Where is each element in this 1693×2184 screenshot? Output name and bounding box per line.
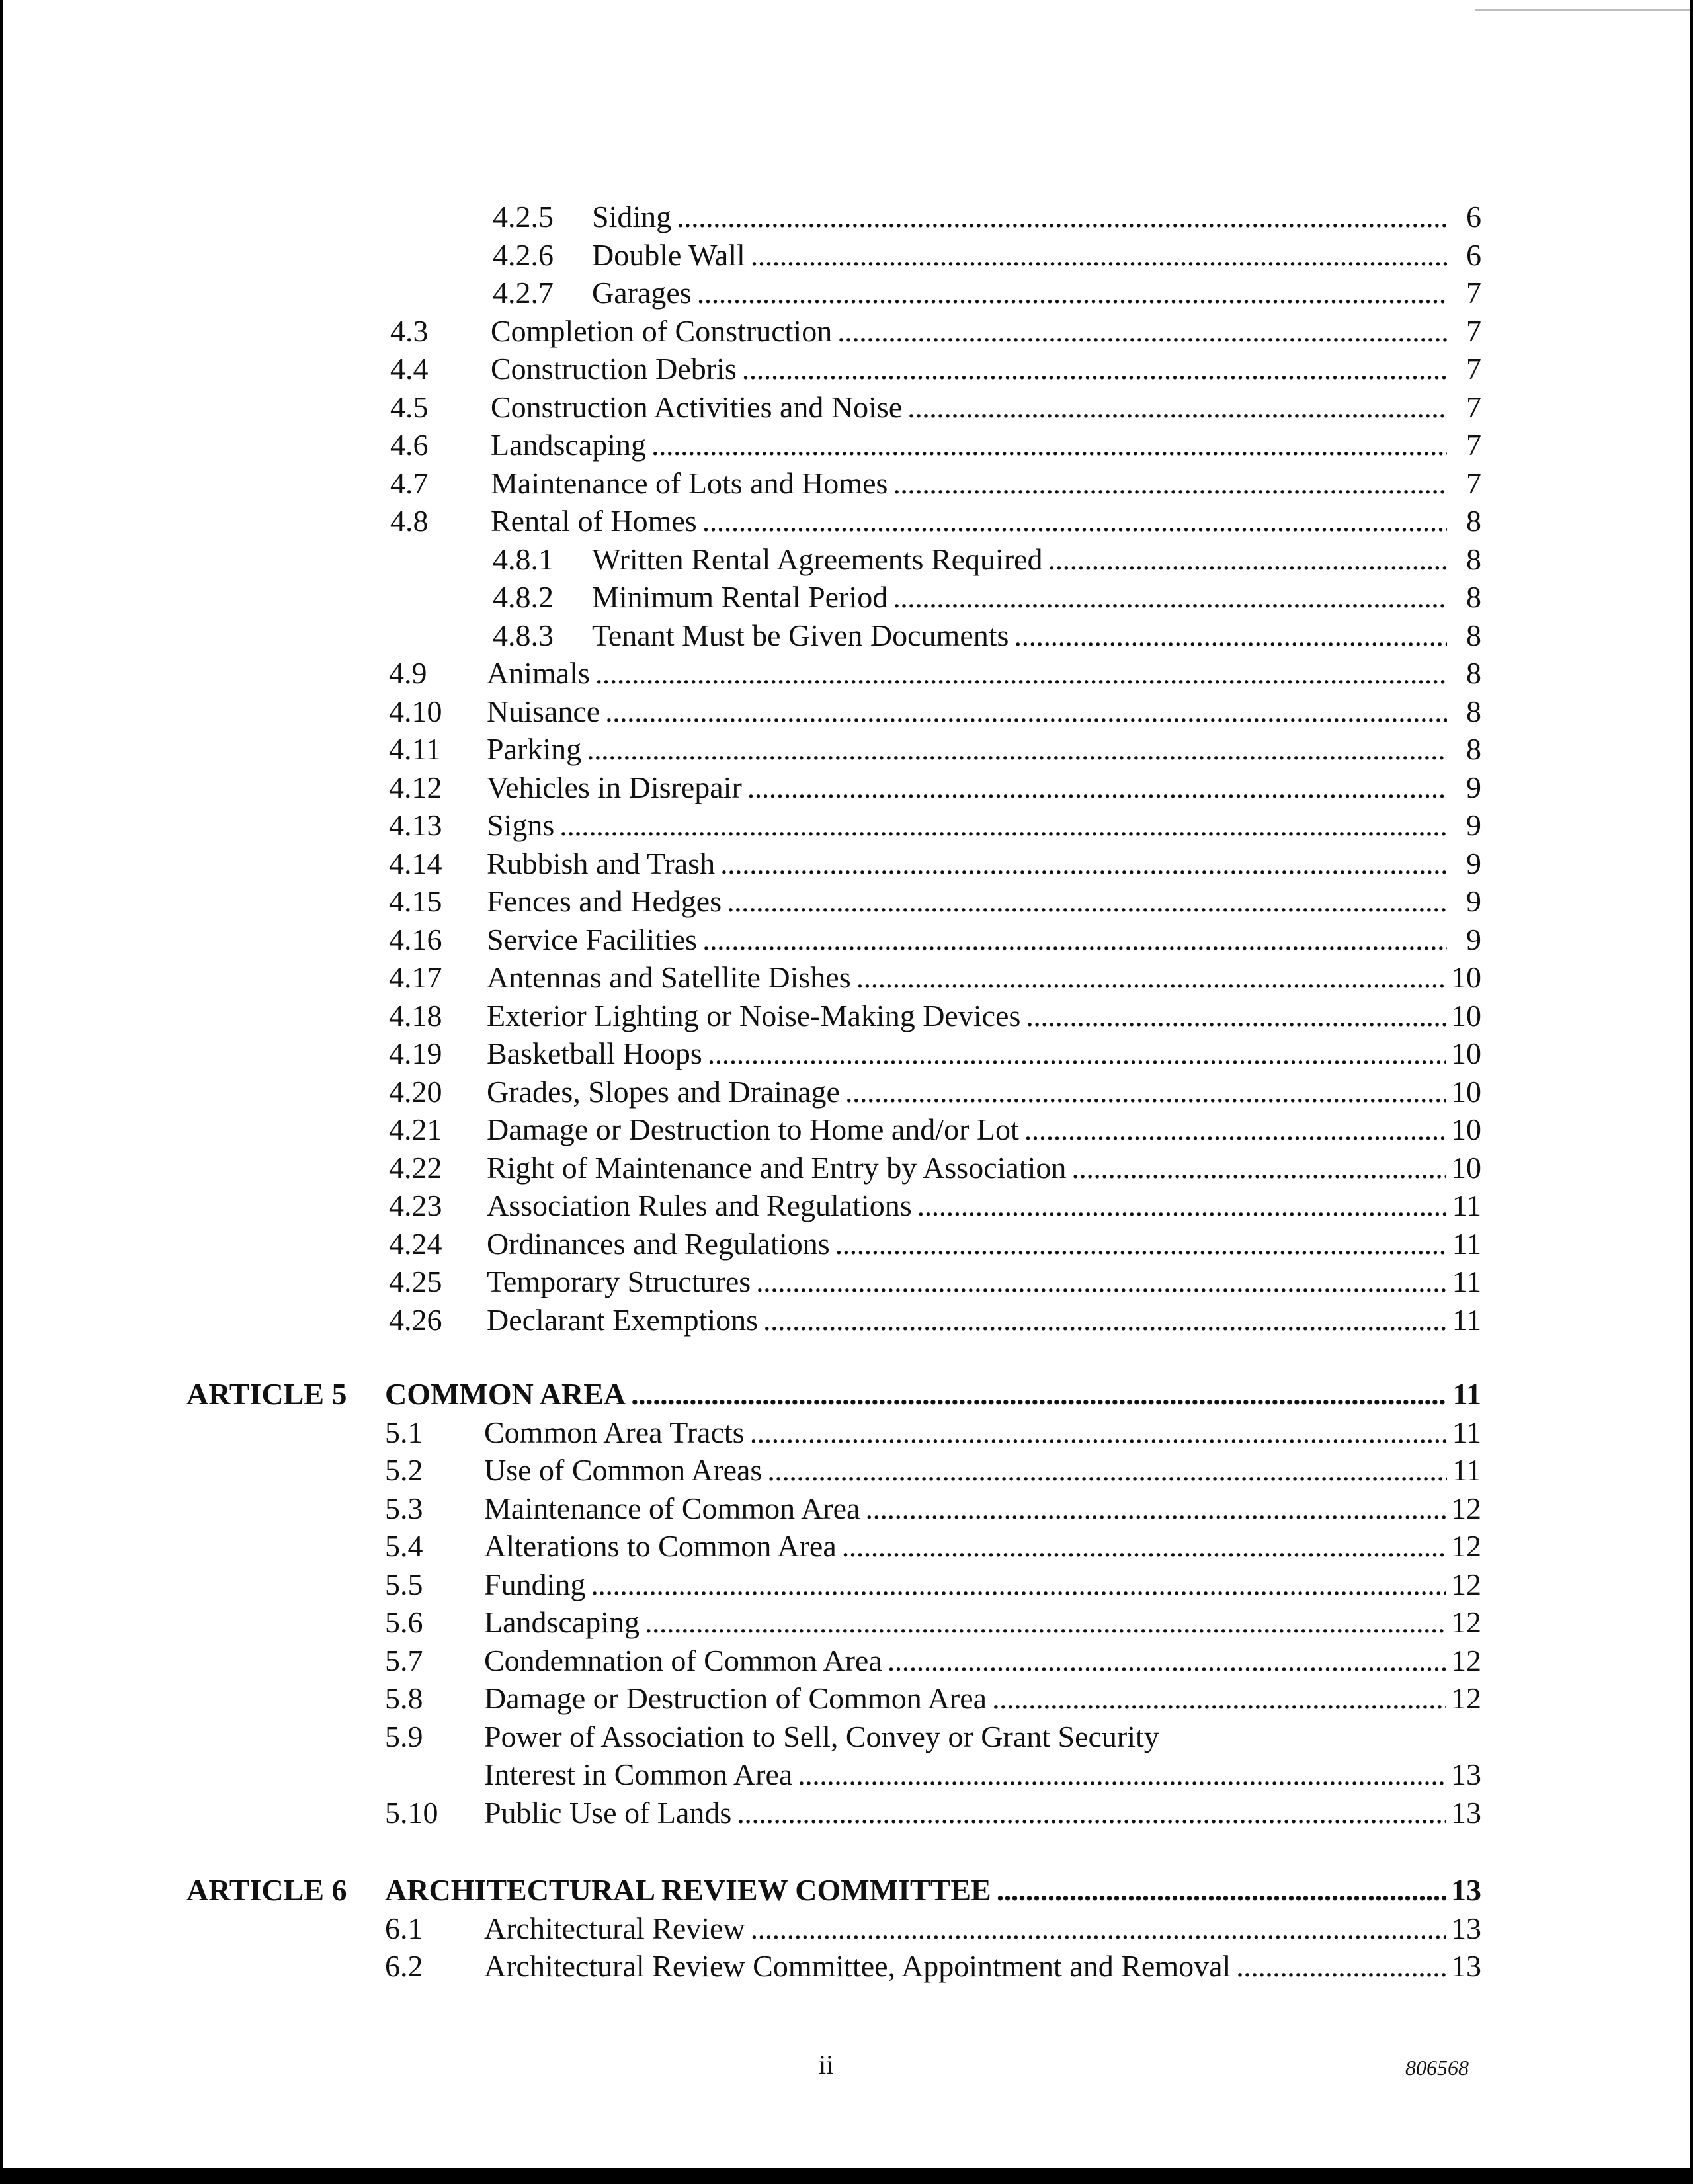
entry-page-number: 13 [1451,1757,1481,1791]
toc-entry[interactable] [389,731,1481,768]
toc-entry[interactable] [390,427,1481,464]
entry-title: Ordinances and Regulations [487,1226,830,1261]
entry-page-number: 10 [1451,1036,1481,1070]
toc-entry[interactable] [385,1604,1481,1641]
entry-number: 4.10 [389,694,442,728]
entry-number: 4.26 [389,1302,442,1337]
entry-title: Damage or Destruction of Common Area [484,1681,987,1715]
entry-page-number: 12 [1451,1643,1481,1677]
entry-page-number: 12 [1451,1529,1481,1563]
entry-title: Funding [484,1567,586,1601]
dot-leader [708,1035,1446,1072]
entry-number: 4.9 [389,656,427,690]
toc-entry[interactable] [389,1226,1481,1263]
entry-title: Minimum Rental Period [592,580,888,614]
entry-number: 5.5 [385,1567,423,1601]
entry-title: Animals [487,656,590,690]
entry-page-number: 10 [1451,960,1481,994]
entry-title: Construction Activities and Noise [491,390,903,424]
entry-title: Damage or Destruction to Home and/or Lot [487,1113,1019,1146]
entry-page-number: 7 [1466,276,1481,310]
entry-title: Service Facilities [487,922,698,956]
entry-title: Public Use of Lands [484,1795,732,1829]
entry-title: Association Rules and Regulations [487,1189,912,1222]
dot-leader [917,1187,1447,1224]
entry-number: 6.2 [385,1949,423,1983]
entry-number: 4.4 [390,352,429,386]
entry-number: 5.4 [385,1529,423,1563]
entry-page-number: 12 [1451,1605,1481,1639]
toc-subentry[interactable] [493,198,1481,235]
entry-title: Vehicles in Disrepair [487,770,742,804]
entry-title: Grades, Slopes and Drainage [487,1074,840,1109]
entry-number: 4.13 [389,808,442,842]
entry-page-number: 9 [1466,846,1481,880]
entry-number: 4.2.6 [493,237,554,272]
entry-title: Right of Maintenance and Entry by Association [487,1150,1067,1185]
scan-border-left [0,0,3,2169]
entry-page-number: 9 [1466,770,1481,804]
dot-leader [595,655,1447,692]
entry-title: Architectural Review Committee, Appointment and Removal [484,1949,1231,1983]
entry-page-number: 11 [1452,1226,1481,1261]
toc-entry[interactable] [389,1263,1481,1300]
entry-number: 4.8.1 [493,542,554,576]
dot-leader [645,1604,1446,1641]
entry-title: Temporary Structures [487,1265,751,1298]
entry-number: 4.8.2 [493,580,554,614]
entry-title: Basketball Hoops [487,1036,702,1070]
toc-entry[interactable] [389,997,1481,1034]
entry-page-number: 10 [1451,1150,1481,1185]
entry-title: Interest in Common Area [484,1757,793,1791]
entry-title: Garages [592,276,692,310]
toc-subentry[interactable] [493,237,1481,274]
entry-title: Written Rental Agreements Required [592,542,1043,576]
toc-article-heading[interactable] [186,1872,1481,1909]
entry-title: Rental of Homes [491,504,697,538]
entry-page-number: 8 [1466,656,1481,690]
entry-page-number: 8 [1466,580,1481,614]
footer-page-number: ii [819,2050,834,2079]
entry-title: Alterations to Common Area [484,1529,837,1563]
toc-entry[interactable] [385,1680,1481,1717]
entry-title: ARCHITECTURAL REVIEW COMMITTEE [385,1873,991,1907]
toc-entry[interactable] [389,1150,1481,1187]
dot-leader [751,237,1447,274]
dot-leader [651,427,1447,464]
toc-entry[interactable] [389,693,1481,730]
entry-number: ARTICLE 5 [186,1377,347,1411]
toc-entry[interactable] [390,313,1481,350]
toc-entry[interactable] [385,1490,1481,1527]
entry-page-number: 10 [1451,1113,1481,1146]
entry-number: 4.8 [390,504,429,538]
entry-page-number: 10 [1451,1074,1481,1109]
dot-leader [835,1226,1447,1263]
toc-entry[interactable] [389,769,1481,806]
entry-number: 5.9 [385,1719,423,1753]
entry-title: Condemnation of Common Area [484,1643,882,1677]
toc-entry[interactable] [385,1910,1481,1947]
dot-leader [605,693,1447,730]
dot-leader [727,883,1447,920]
toc-entry-first-line[interactable] [385,1718,1159,1755]
toc-entry[interactable] [385,1452,1481,1489]
entry-number: 4.7 [390,466,429,500]
entry-number: 4.3 [390,314,429,348]
entry-page-number: 8 [1466,694,1481,728]
entry-number: 4.23 [389,1189,442,1222]
dot-leader [751,1910,1446,1947]
toc-entry[interactable] [389,1073,1481,1111]
toc-subentry[interactable] [493,541,1481,578]
entry-page-number: 6 [1466,200,1481,233]
toc-entry[interactable] [385,1642,1481,1679]
dot-leader [677,198,1447,235]
entry-page-number: 8 [1466,732,1481,766]
toc-entry[interactable] [389,959,1481,996]
toc-entry[interactable] [385,1948,1481,1985]
entry-title: Common Area Tracts [484,1415,745,1449]
entry-title: COMMON AREA [385,1377,626,1411]
toc-entry[interactable] [389,883,1481,920]
entry-title: Architectural Review [484,1911,745,1945]
entry-page-number: 12 [1451,1491,1481,1525]
dot-leader [702,921,1447,958]
entry-page-number: 9 [1466,808,1481,842]
dot-leader [856,959,1446,996]
dot-leader [747,769,1447,806]
entry-title: Exterior Lighting or Noise-Making Devices [487,998,1021,1032]
dot-leader [702,503,1447,540]
entry-number: 4.12 [389,770,442,804]
entry-number: 5.2 [385,1453,423,1487]
toc-article-heading[interactable] [186,1376,1481,1413]
dot-leader [737,1794,1446,1831]
toc-entry[interactable] [385,1794,1481,1831]
entry-page-number: 10 [1451,998,1481,1032]
entry-title: Maintenance of Lots and Homes [491,466,888,500]
dot-leader [750,1414,1447,1451]
dot-leader [591,1566,1446,1603]
scan-border-bottom [0,2168,1693,2184]
toc-entry[interactable] [390,389,1481,426]
entry-page-number: 11 [1452,1189,1481,1222]
toc-entry[interactable] [390,465,1481,502]
entry-title: Declarant Exemptions [487,1302,759,1337]
entry-number: 4.18 [389,998,442,1032]
entry-page-number: 9 [1466,922,1481,956]
dot-leader [559,807,1447,844]
dot-leader [907,389,1447,426]
entry-number: 5.3 [385,1491,423,1525]
entry-number: 4.20 [389,1074,442,1109]
entry-title: Tenant Must be Given Documents [592,618,1009,652]
entry-page-number: 11 [1452,1453,1481,1487]
dot-leader [845,1073,1446,1111]
dot-leader [798,1756,1446,1793]
entry-page-number: 6 [1466,237,1481,272]
toc-subentry[interactable] [493,579,1481,616]
entry-number: 4.8.3 [493,618,554,652]
entry-title: Signs [487,808,555,842]
dot-leader [742,351,1447,388]
scan-border-right [1690,0,1693,2169]
entry-title: Parking [487,732,582,766]
toc-entry[interactable] [389,1302,1481,1339]
entry-title: Maintenance of Common Area [484,1491,860,1525]
toc-entry[interactable] [385,1528,1481,1565]
toc-entry[interactable] [389,921,1481,958]
dot-leader [893,465,1447,502]
entry-page-number: 8 [1466,504,1481,538]
entry-page-number: 13 [1451,1873,1481,1907]
dot-leader [1236,1948,1446,1985]
entry-page-number: 12 [1451,1681,1481,1715]
dot-leader [893,579,1447,616]
dot-leader [720,845,1447,882]
entry-number: 4.24 [389,1226,442,1261]
entry-number: ARTICLE 6 [186,1873,347,1907]
dot-leader [1048,541,1447,578]
dot-leader [842,1528,1446,1565]
toc-entry[interactable] [389,807,1481,844]
entry-page-number: 13 [1451,1949,1481,1983]
dot-leader [631,1376,1447,1413]
entry-number: 4.14 [389,846,442,880]
toc-entry[interactable] [389,845,1481,882]
entry-number: 4.21 [389,1113,442,1146]
toc-entry[interactable] [385,1414,1481,1451]
scan-corner-line [1475,9,1693,11]
toc-subentry[interactable] [493,274,1481,312]
entry-number: 5.6 [385,1605,423,1639]
entry-number: 4.16 [389,922,442,956]
entry-number: 5.7 [385,1643,423,1677]
entry-title: Siding [592,200,672,233]
entry-number: 4.15 [389,884,442,918]
entry-title: Use of Common Areas [484,1453,763,1487]
dot-leader [697,274,1447,312]
entry-title: Completion of Construction [491,314,833,348]
dot-leader [865,1490,1446,1527]
toc-entry[interactable] [389,1035,1481,1072]
entry-number: 4.11 [389,732,441,766]
entry-number: 4.6 [390,428,429,462]
entry-page-number: 13 [1451,1911,1481,1945]
entry-title: Double Wall [592,237,745,272]
entry-page-number: 7 [1466,390,1481,424]
entry-title: Nuisance [487,694,600,728]
entry-page-number: 9 [1466,884,1481,918]
entry-page-number: 11 [1452,1377,1481,1411]
toc-entry-continuation[interactable] [385,1756,1481,1793]
dot-leader [997,1872,1446,1909]
entry-page-number: 12 [1451,1567,1481,1601]
toc-entry[interactable] [389,655,1481,692]
entry-number: 5.8 [385,1681,423,1715]
entry-page-number: 7 [1466,466,1481,500]
entry-number: 4.17 [389,960,442,994]
toc-entry[interactable] [389,1187,1481,1224]
dot-leader [763,1302,1447,1339]
entry-page-number: 8 [1466,542,1481,576]
entry-page-number: 8 [1466,618,1481,652]
dot-leader [1024,1111,1446,1148]
entry-number: 4.2.7 [493,276,554,310]
entry-title: Fences and Hedges [487,884,722,918]
entry-page-number: 11 [1452,1302,1481,1337]
toc-entry[interactable] [389,1111,1481,1148]
dot-leader [992,1680,1446,1717]
entry-number: 4.25 [389,1265,442,1298]
entry-number: 4.5 [390,390,429,424]
entry-title: Construction Debris [491,352,737,386]
entry-page-number: 11 [1452,1415,1481,1449]
footer-document-number: 806568 [1405,2056,1469,2079]
entry-page-number: 7 [1466,428,1481,462]
entry-page-number: 7 [1466,352,1481,386]
dot-leader [1026,997,1446,1034]
toc-entry[interactable] [390,503,1481,540]
toc-entry[interactable] [390,351,1481,388]
entry-title: Landscaping [484,1605,640,1639]
dot-leader [587,731,1447,768]
entry-title: Power of Association to Sell, Convey or Grant Security [484,1719,1159,1753]
dot-leader [1014,617,1447,654]
toc-subentry[interactable] [493,617,1481,654]
toc-entry[interactable] [385,1566,1481,1603]
entry-page-number: 11 [1452,1265,1481,1298]
entry-number: 4.2.5 [493,200,554,233]
dot-leader [767,1452,1446,1489]
entry-number: 5.1 [385,1415,423,1449]
entry-page-number: 13 [1451,1795,1481,1829]
entry-number: 4.19 [389,1036,442,1070]
entry-title: Antennas and Satellite Dishes [487,960,851,994]
dot-leader [837,313,1447,350]
entry-number: 5.10 [385,1795,438,1829]
dot-leader [756,1263,1447,1300]
dot-leader [1071,1150,1446,1187]
entry-number: 6.1 [385,1911,423,1945]
entry-title: Landscaping [491,428,647,462]
entry-number: 4.22 [389,1150,442,1185]
dot-leader [888,1642,1446,1679]
entry-title: Rubbish and Trash [487,846,716,880]
entry-page-number: 7 [1466,314,1481,348]
